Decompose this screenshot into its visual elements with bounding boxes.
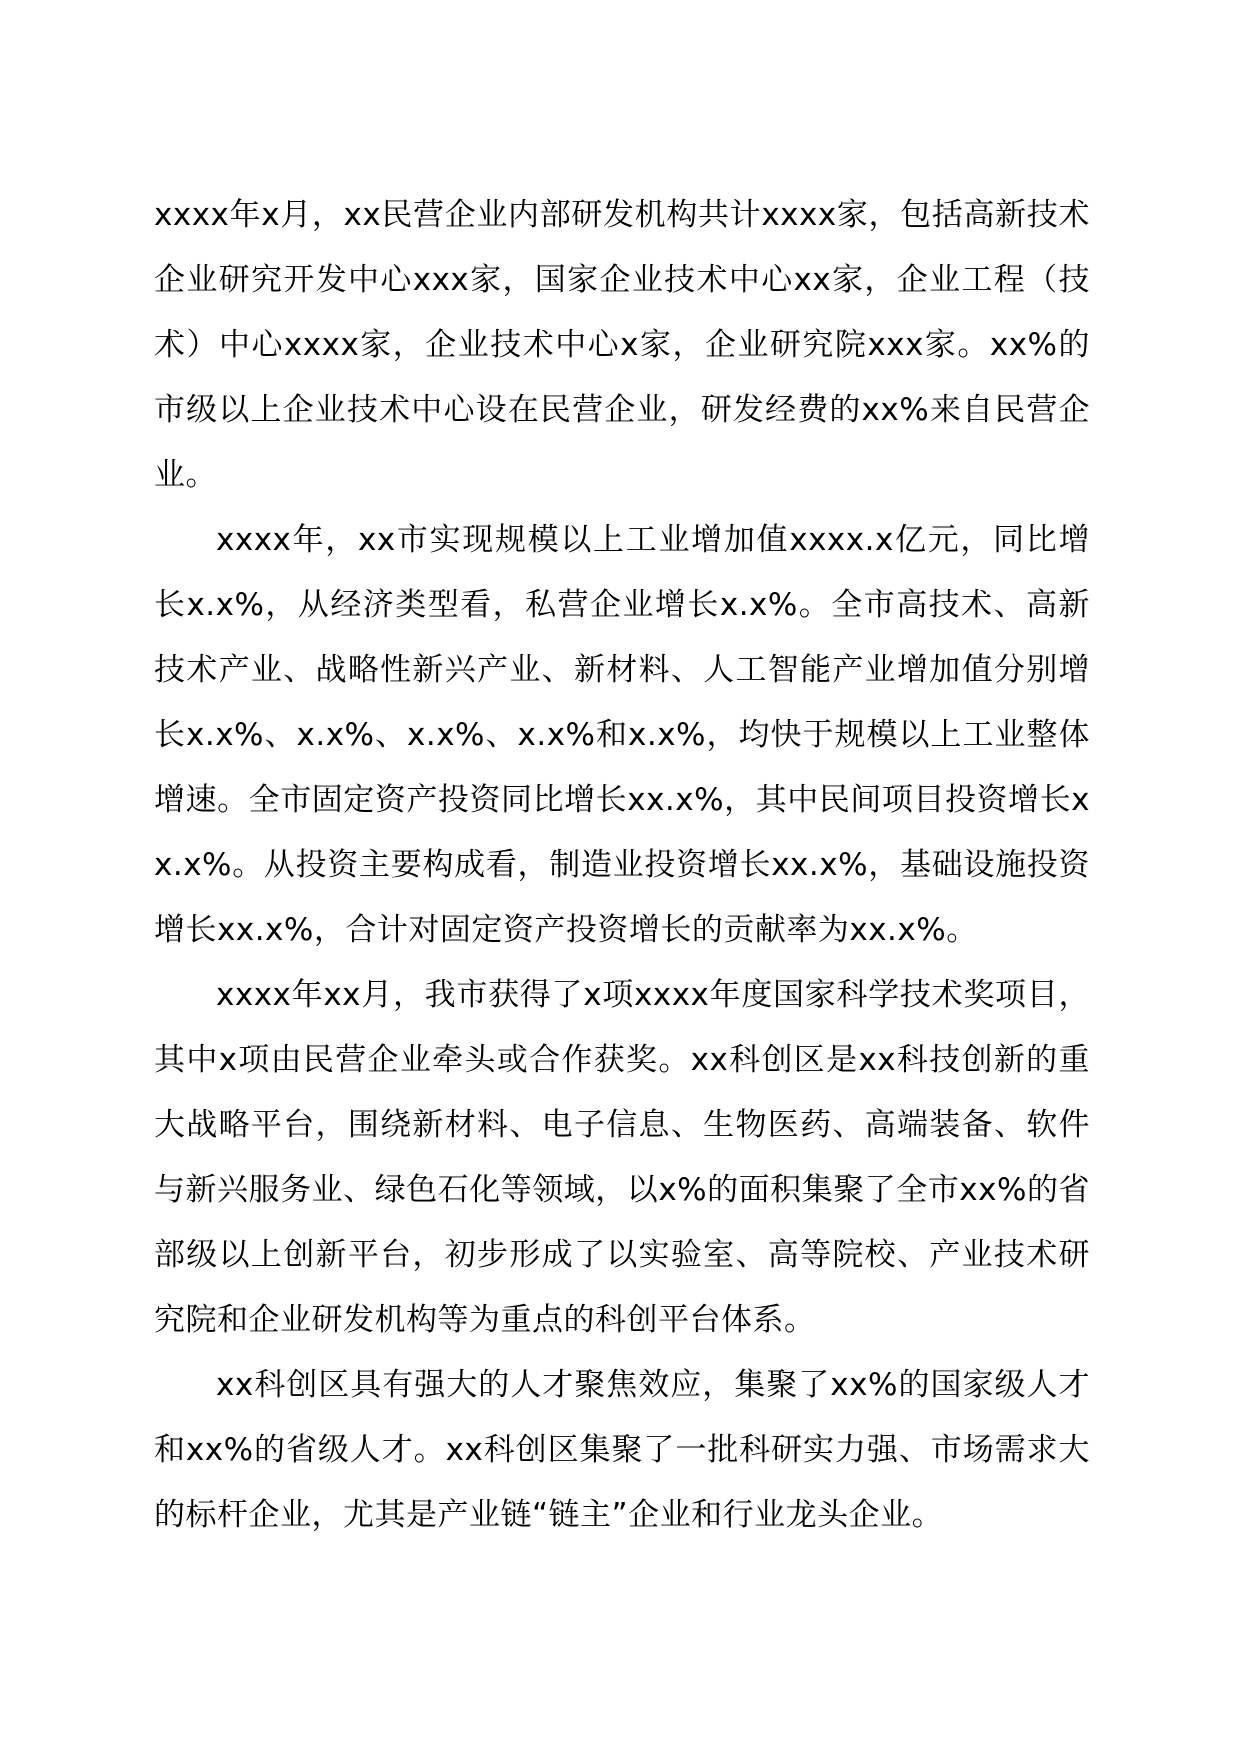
paragraph-industrial-growth: xxxx年，xx市实现规模以上工业增加值xxxx.x亿元，同比增长x.x%，从经济类型看，私营企业增长x.x%。全市高技术、高新技术产业、战略性新兴产业、新材料、人工智能产业增加值分别增长x.x%、x.x%、x.x%、x.x%和x.x%，均快于规模以上工业整体增速。全市固定资产投资同比增长xx.x%，其中民间项目投资增长xx.x%。从投资主要构成看，制造业投资增长xx.x%，基础设施投资增长xx.x%，合计对固定资产投资增长的贡献率为xx.x%。 [154, 522, 1090, 948]
paragraph-talent-cluster: xx科创区具有强大的人才聚焦效应，集聚了xx%的国家级人才和xx%的省级人才。xx科创区集聚了一批科研实力强、市场需求大的标杆企业，尤其是产业链“链主”企业和行业龙头企业。 [154, 1367, 1090, 1533]
document-body [154, 183, 1090, 1548]
paragraph-science-awards: xxxx年xx月，我市获得了x项xxxx年度国家科学技术奖项目，其中x项由民营企业牵头或合作获奖。xx科创区是xx科技创新的重大战略平台，围绕新材料、电子信息、生物医药、高端装备、软件与新兴服务业、绿色石化等领域，以x%的面积集聚了全市xx%的省部级以上创新平台，初步形成了以实验室、高等院校、产业技术研究院和企业研发机构等为重点的科创平台体系。 [154, 977, 1090, 1338]
paragraph-rd-institutions: xxxx年x月，xx民营企业内部研发机构共计xxxx家，包括高新技术企业研究开发中心xxx家，国家企业技术中心xx家，企业工程（技术）中心xxxx家，企业技术中心x家，企业研究院xxx家。xx%的市级以上企业技术中心设在民营企业，研发经费的xx%来自民营企业。 [154, 197, 1090, 493]
